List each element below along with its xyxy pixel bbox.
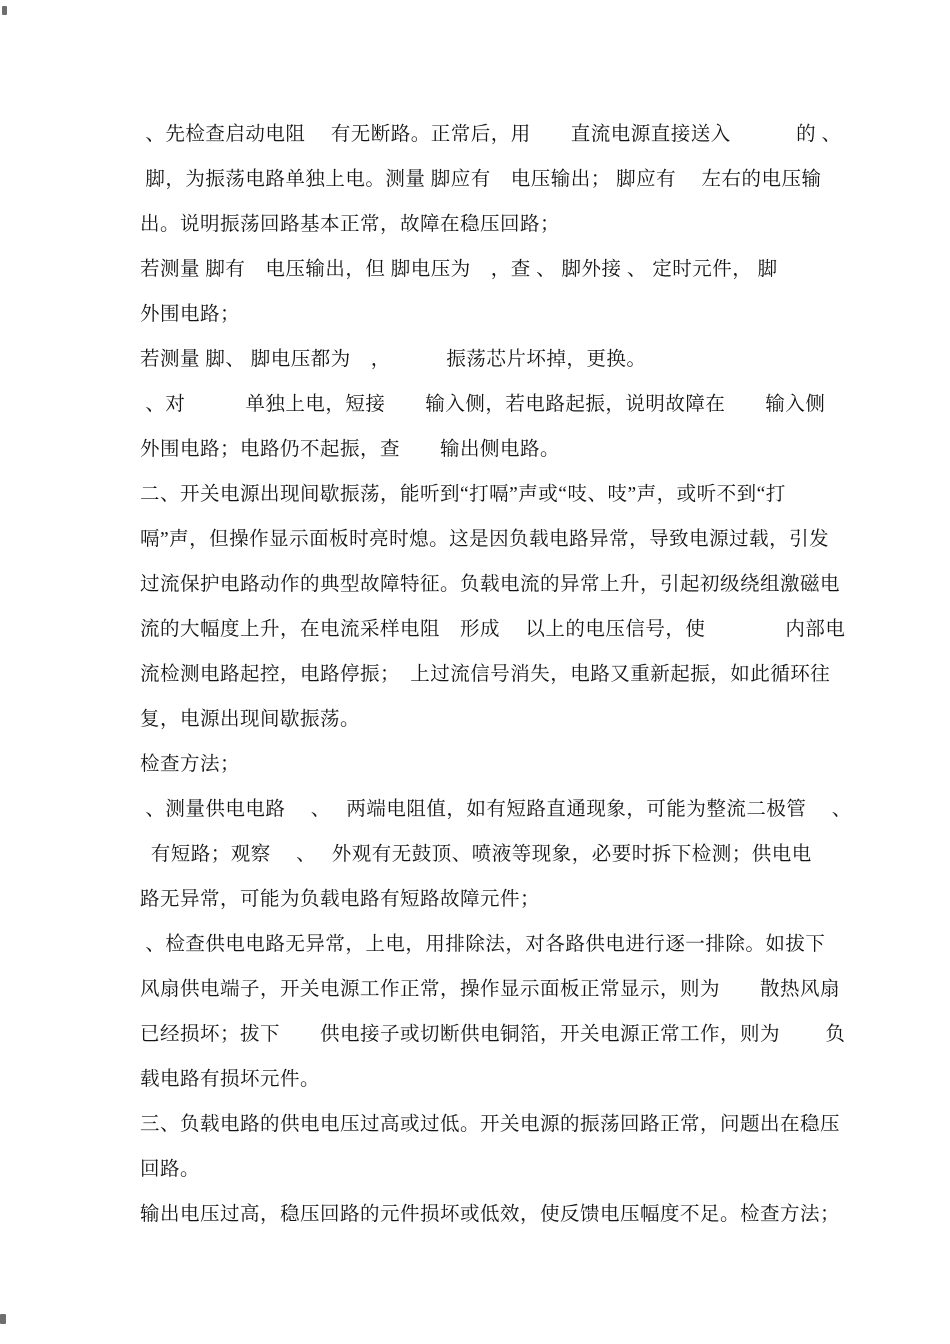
text-line: 、先检查启动电阻 有无断路。正常后，用 直流电源直接送入 的 、	[140, 124, 842, 145]
scan-artifact	[2, 6, 7, 15]
text-line: 若测量 脚有 电压输出，但 脚电压为 ，查 、 脚外接 、 定时元件， 脚	[140, 259, 778, 280]
text-line: 外围电路；	[140, 304, 241, 325]
text-line: 、对 单独上电，短接 输入侧，若电路起振，说明故障在 输入侧	[140, 394, 826, 415]
text-line: 载电路有损坏元件。	[140, 1069, 321, 1090]
text-line: 风扇供电端子，开关电源工作正常，操作显示面板正常显示，则为 散热风扇	[140, 979, 841, 1000]
text-line: 脚，为振荡电路单独上电。测量 脚应有 电压输出； 脚应有 左右的电压输	[140, 169, 822, 190]
text-line: 已经损坏；拔下 供电接子或切断供电铜箔，开关电源正常工作，则为 负	[140, 1024, 846, 1045]
text-line: 、检查供电电路无异常，上电，用排除法，对各路供电进行逐一排除。如拔下	[140, 934, 826, 955]
text-line: 出。说明振荡回路基本正常，故障在稳压回路；	[140, 214, 561, 235]
text-line: 外围电路；电路仍不起振，查 输出侧电路。	[140, 439, 561, 460]
text-line: 输出电压过高，稳压回路的元件损坏或低效，使反馈电压幅度不足。检查方法；	[140, 1204, 841, 1225]
text-line: 流的大幅度上升，在电流采样电阻 形成 以上的电压信号，使 内部电	[140, 619, 846, 640]
text-line: 回路。	[140, 1159, 201, 1180]
text-line: 嗝”声，但操作显示面板时亮时熄。这是因负载电路异常，导致电源过载，引发	[140, 529, 830, 550]
text-line: 二、开关电源出现间歇振荡，能听到“打嗝”声或“吱、吱”声，或听不到“打	[140, 484, 786, 505]
text-line: 流检测电路起控，电路停振； 上过流信号消失，电路又重新起振，如此循环往	[140, 664, 831, 685]
text-line: 若测量 脚、 脚电压都为 ， 振荡芯片坏掉，更换。	[140, 349, 647, 370]
text-line: 复，电源出现间歇振荡。	[140, 709, 361, 730]
text-lines	[140, 112, 852, 1237]
scan-artifact	[0, 1314, 6, 1324]
text-line: 路无异常，可能为负载电路有短路故障元件；	[140, 889, 541, 910]
text-line: 三、负载电路的供电电压过高或过低。开关电源的振荡回路正常，问题出在稳压	[140, 1114, 841, 1135]
text-line: 检查方法；	[140, 754, 241, 775]
text-line: 过流保护电路动作的典型故障特征。负载电流的异常上升，引起初级绕组激磁电	[140, 574, 841, 595]
text-line: 、测量供电电路 、 两端电阻值，如有短路直通现象，可能为整流二极管 、	[140, 799, 852, 820]
text-line: 有短路；观察 、 外观有无鼓顶、喷液等现象，必要时拆下检测；供电电	[140, 844, 812, 865]
